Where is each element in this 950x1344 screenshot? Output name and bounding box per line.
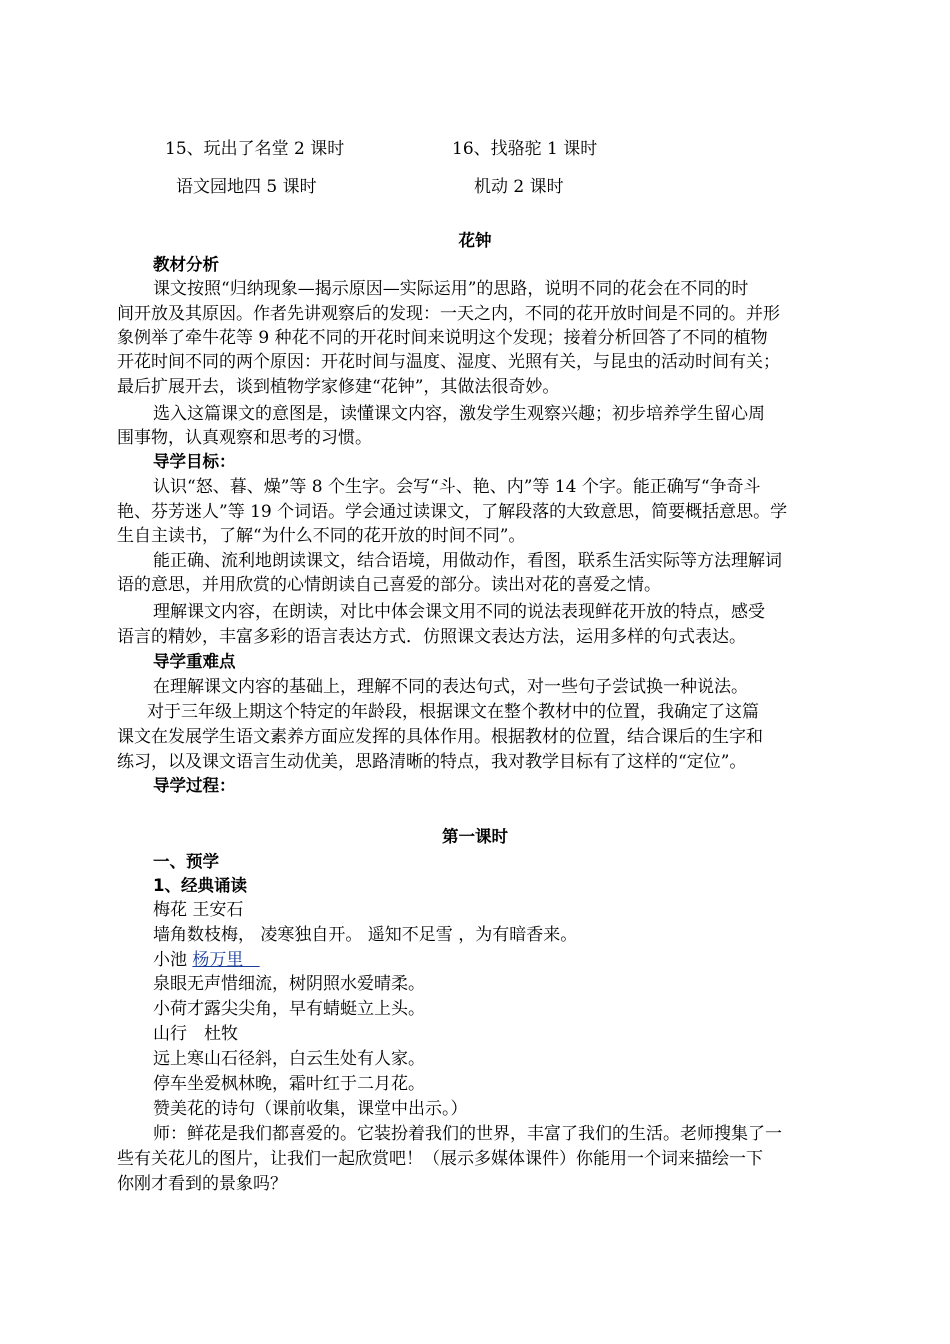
goals-text: 语言的精妙，丰富多彩的语言表达方式．仿照课文表达方法，运用多样的句式表达。: [117, 627, 746, 647]
keypoints-text: 对于三年级上期这个特定的年龄段，根据课文在整个教材中的位置，我确定了这篇: [147, 702, 759, 722]
analysis-text: 围事物，认真观察和思考的习惯。: [117, 428, 372, 448]
poem-line: 远上寒山石径斜，白云生处有人家。: [153, 1049, 425, 1069]
goals-text: 语的意思，并用欣赏的心情朗读自己喜爱的部分。读出对花的喜爱之情。: [117, 575, 661, 595]
lesson1-title: 第一课时: [442, 827, 508, 846]
process-heading: 导学过程：: [153, 776, 236, 795]
analysis-heading: 教材分析: [153, 255, 219, 274]
keypoints-text: 练习，以及课文语言生动优美，思路清晰的特点，我对教学目标有了这样的“定位”。: [117, 752, 747, 772]
analysis-text: 课文按照“归纳现象—揭示原因—实际运用”的思路，说明不同的花会在不同的时: [153, 279, 749, 299]
poem-line: 泉眼无声惜细流，树阴照水爱晴柔。: [153, 974, 425, 994]
poem-line: 停车坐爱枫林晚，霜叶红于二月花。: [153, 1074, 425, 1094]
lesson-title: 花钟: [458, 231, 492, 250]
poem-line: 墙角数枝梅， 凌寒独自开。 遥知不足雪 ，为有暗香来。: [153, 925, 578, 945]
schedule-item-flexible: 机动 2 课时: [474, 177, 564, 197]
section-heading: 一、预学: [153, 852, 219, 871]
analysis-text: 选入这篇课文的意图是，读懂课文内容，激发学生观察兴趣；初步培养学生留心周: [153, 404, 765, 424]
teacher-text: 你刚才看到的景象吗？: [117, 1174, 287, 1194]
goals-text: 艳、芬芳迷人”等 19 个词语。学会通过读课文，了解段落的大致意思，简要概括意思。学: [117, 502, 788, 522]
poem-title-row: [153, 948, 260, 972]
goals-text: 认识“怒、暮、燥”等 8 个生字。会写“斗、艳、内”等 14 个字。能正确写“争奇斗: [153, 477, 761, 497]
analysis-text: 开花时间不同的两个原因：开花时间与温度、湿度、光照有关，与昆虫的活动时间有关；: [117, 352, 780, 372]
goals-text: 理解课文内容，在朗读，对比中体会课文用不同的说法表现鲜花开放的特点，感受: [153, 602, 765, 622]
analysis-text: 间开放及其原因。作者先讲观察后的发现：一天之内，不同的花开放时间是不同的。并形: [117, 304, 780, 324]
goals-text: 能正确、流利地朗读课文，结合语境，用做动作，看图，联系生活实际等方法理解词: [153, 551, 782, 571]
teacher-text: 些有关花儿的图片，让我们一起欣赏吧！（展示多媒体课件）你能用一个词来描绘一下: [117, 1149, 763, 1169]
subsection-heading: 1、经典诵读: [153, 876, 247, 895]
goals-text: 生自主读书，了解“为什么不同的花开放的时间不同”。: [117, 526, 526, 546]
schedule-item-garden: 语文园地四 5 课时: [176, 177, 317, 197]
keypoints-text: 在理解课文内容的基础上，理解不同的表达句式，对一些句子尝试换一种说法。: [153, 677, 748, 697]
analysis-text: 象例举了牵牛花等 9 种花不同的开花时间来说明这个发现；接着分析回答了不同的植物: [117, 328, 768, 348]
teacher-text: 师：鲜花是我们都喜爱的。它装扮着我们的世界，丰富了我们的生活。老师搜集了一: [153, 1124, 782, 1144]
keypoints-text: 课文在发展学生语文素养方面应发挥的具体作用。根据教材的位置，结合课后的生字和: [117, 727, 763, 747]
analysis-text: 最后扩展开去，谈到植物学家修建“花钟”，其做法很奇妙。: [117, 377, 560, 397]
link-underline-gap: [243, 950, 259, 970]
poem-title: 梅花 王安石: [153, 900, 244, 920]
schedule-item-15: 15、玩出了名堂 2 课时: [165, 139, 345, 159]
keypoints-heading: 导学重难点: [153, 652, 236, 671]
poem-author-link[interactable]: 杨万里: [192, 950, 244, 970]
schedule-item-16: 16、找骆驼 1 课时: [452, 139, 598, 159]
praise-note: 赞美花的诗句（课前收集，课堂中出示。）: [153, 1099, 468, 1119]
goals-heading: 导学目标：: [153, 452, 236, 471]
poem-line: 小荷才露尖尖角，早有蜻蜓立上头。: [153, 999, 425, 1019]
poem-title: 山行 杜牧: [153, 1024, 238, 1044]
poem-title: 小池: [153, 950, 187, 970]
